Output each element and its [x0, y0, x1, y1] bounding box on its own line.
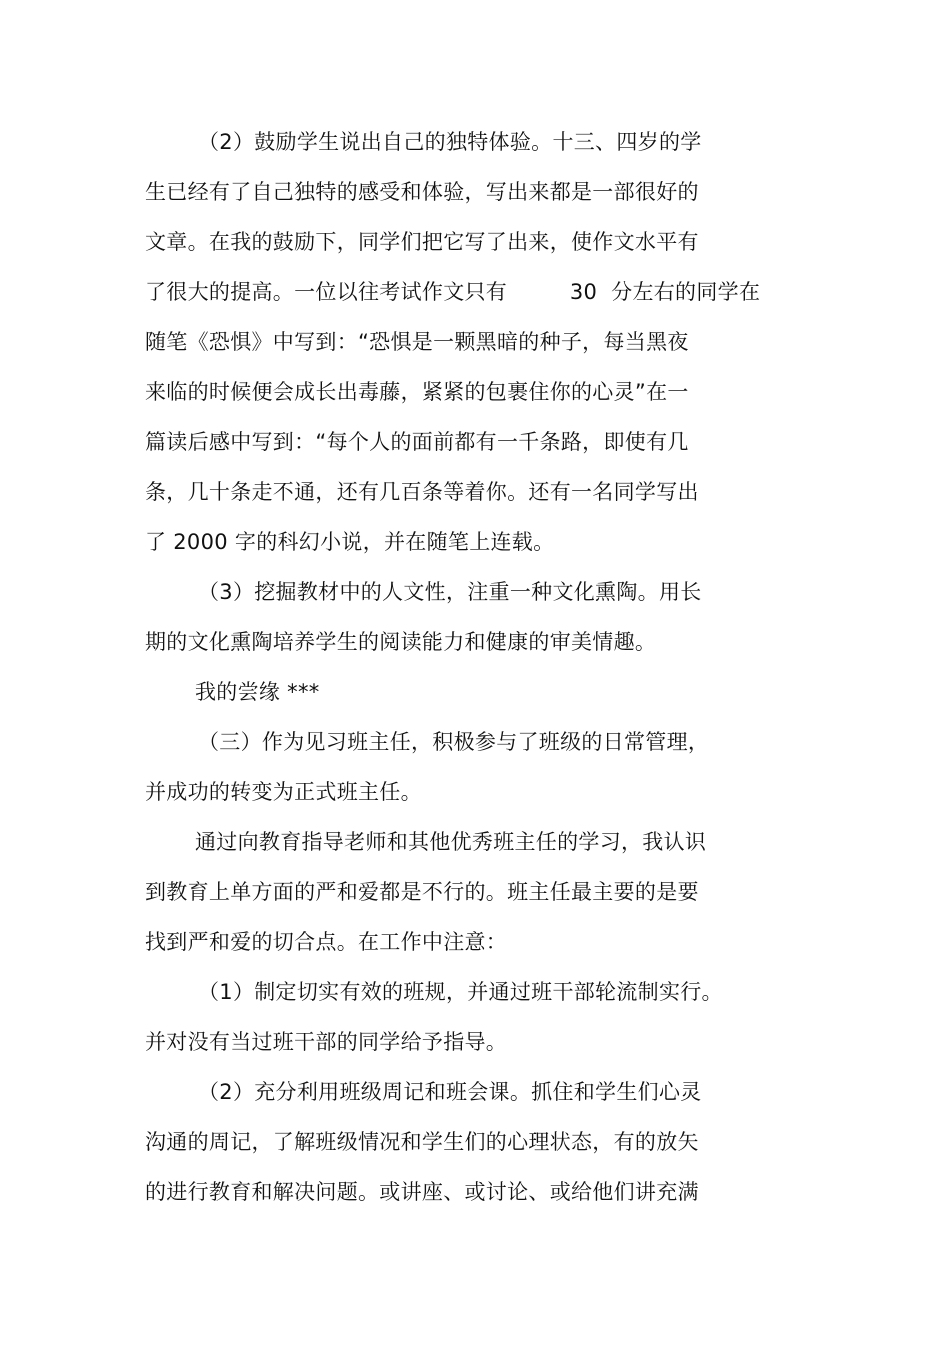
text-line: （2）充分利用班级周记和班会课。抓住和学生们心灵 — [198, 1080, 702, 1104]
text-line: 了 2000 字的科幻小说，并在随笔上连载。 — [145, 530, 555, 554]
text-line: 的进行教育和解决问题。或讲座、或讨论、或给他们讲充满 — [145, 1180, 699, 1204]
text-line: 文章。在我的鼓励下，同学们把它写了出来，使作文水平有 — [145, 230, 699, 254]
text-line: （3）挖掘教材中的人文性，注重一种文化熏陶。用长 — [198, 580, 702, 604]
text-line: 到教育上单方面的严和爱都是不行的。班主任最主要的是要 — [145, 880, 699, 904]
text-line: （三）作为见习班主任，积极参与了班级的日常管理， — [198, 730, 710, 754]
text-line: 了很大的提高。一位以往考试作文只有 30 分左右的同学在 — [145, 280, 761, 304]
text-line: 来临的时候便会成长出毒藤，紧紧的包裹住你的心灵”在一 — [145, 380, 689, 404]
text-line: 我的尝缘 *** — [195, 680, 320, 704]
text-line: 随笔《恐惧》中写到：“恐惧是一颗黑暗的种子，每当黑夜 — [145, 330, 689, 354]
text-line: （2）鼓励学生说出自己的独特体验。十三、四岁的学 — [198, 130, 702, 154]
text-line: 找到严和爱的切合点。在工作中注意： — [145, 930, 508, 954]
text-line: 篇读后感中写到：“每个人的面前都有一千条路，即使有几 — [145, 430, 689, 454]
text-line: 通过向教育指导老师和其他优秀班主任的学习，我认识 — [195, 830, 707, 854]
text-line: （1）制定切实有效的班规，并通过班干部轮流制实行。 — [198, 980, 723, 1004]
text-line: 生已经有了自己独特的感受和体验，写出来都是一部很好的 — [145, 180, 699, 204]
text-line: 沟通的周记，了解班级情况和学生们的心理状态，有的放矢 — [145, 1130, 699, 1154]
text-line: 条，几十条走不通，还有几百条等着你。还有一名同学写出 — [145, 480, 699, 504]
text-line: 并成功的转变为正式班主任。 — [145, 780, 422, 804]
text-line: 并对没有当过班干部的同学给予指导。 — [145, 1030, 508, 1054]
text-line: 期的文化熏陶培养学生的阅读能力和健康的审美情趣。 — [145, 630, 657, 654]
